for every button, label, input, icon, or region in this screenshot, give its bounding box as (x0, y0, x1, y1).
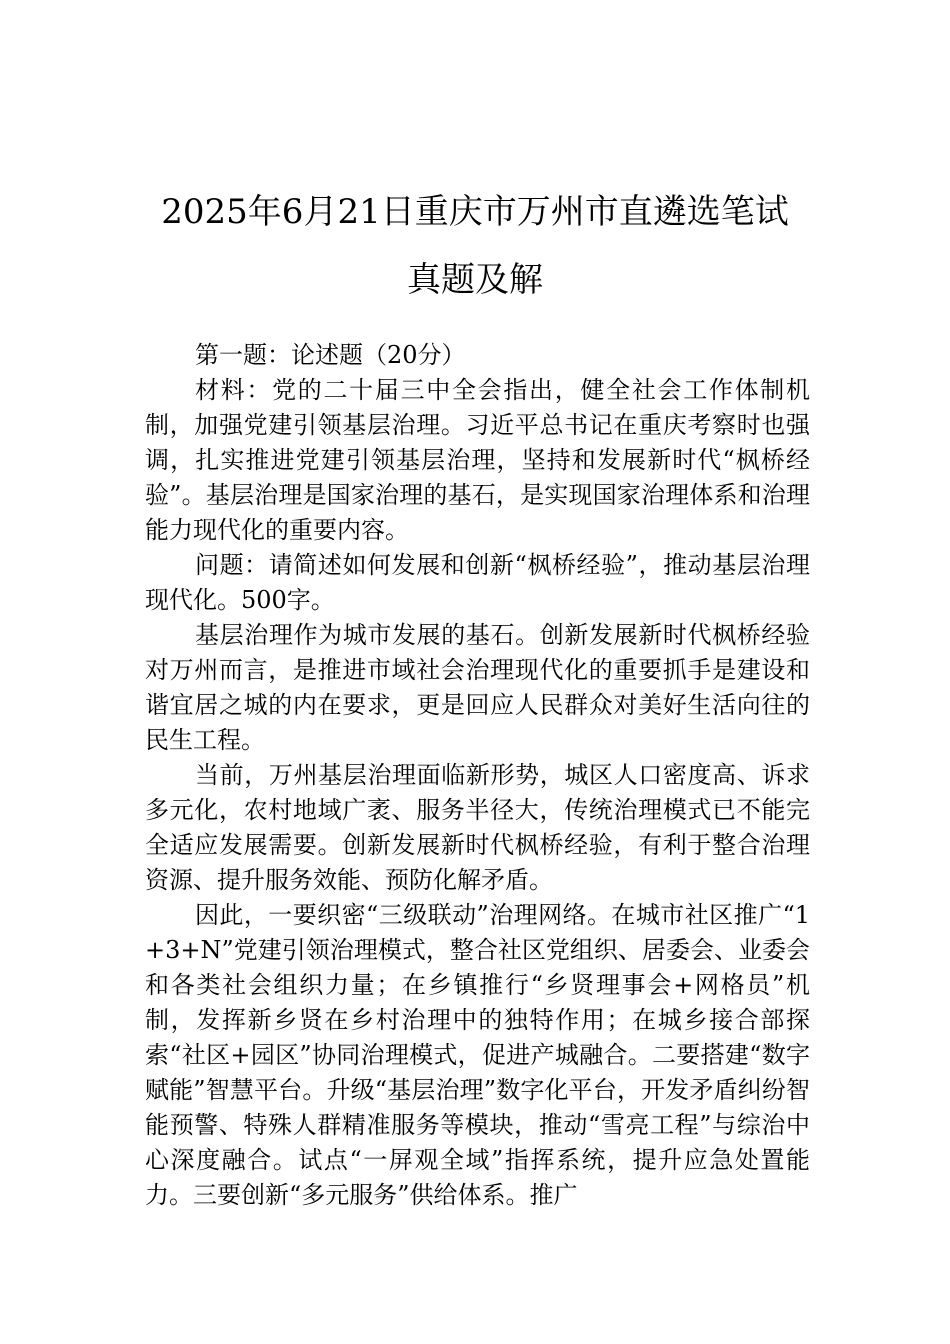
page-title (120, 178, 830, 314)
document-body (145, 338, 810, 1213)
answer-paragraph: 当前，万州基层治理面临新形势，城区人口密度高、诉求多元化，农村地域广袤、服务半径大，传统治理模式已不能完全适应发展需要。创新发展新时代枫桥经验，有利于整合治理资源、提升服务效能、预防化解矛盾。 (145, 761, 810, 894)
question-paragraph: 问题：请简述如何发展和创新“枫桥经验”，推动基层治理现代化。500字。 (145, 551, 810, 614)
answer-paragraph: 基层治理作为城市发展的基石。创新发展新时代枫桥经验对万州而言，是推进市域社会治理现代化的重要抓手是建设和谐宜居之城的内在要求，更是回应人民群众对美好生活向往的民生工程。 (145, 621, 810, 754)
title-line-2: 真题及解 (407, 260, 543, 300)
title-line-1: 2025年6月21日重庆市万州市直遴选笔试 (161, 192, 789, 232)
material-paragraph: 材料：党的二十届三中全会指出，健全社会工作体制机制，加强党建引领基层治理。习近平总书记在重庆考察时也强调，扎实推进党建引领基层治理，坚持和发展新时代“枫桥经验”。基层治理是国家治理的基石，是实现国家治理体系和治理能力现代化的重要内容。 (145, 376, 810, 544)
answer-paragraph: 因此，一要织密“三级联动”治理网络。在城市社区推广“1+3+N”党建引领治理模式，整合社区党组织、居委会、业委会和各类社会组织力量；在乡镇推行“乡贤理事会+网格员”机制，发挥新乡贤在乡村治理中的独特作用；在城乡接合部探索“社区+园区”协同治理模式，促进产城融合。二要搭建“数字赋能”智慧平台。升级“基层治理”数字化平台，开发矛盾纠纷智能预警、特殊人群精准服务等模块，推动“雪亮工程”与综治中心深度融合。试点“一屏观全域”指挥系统，提升应急处置能力。三要创新“多元服务”供给体系。推广 (145, 901, 810, 1209)
question-heading: 第一题：论述题（20分） (195, 341, 466, 369)
